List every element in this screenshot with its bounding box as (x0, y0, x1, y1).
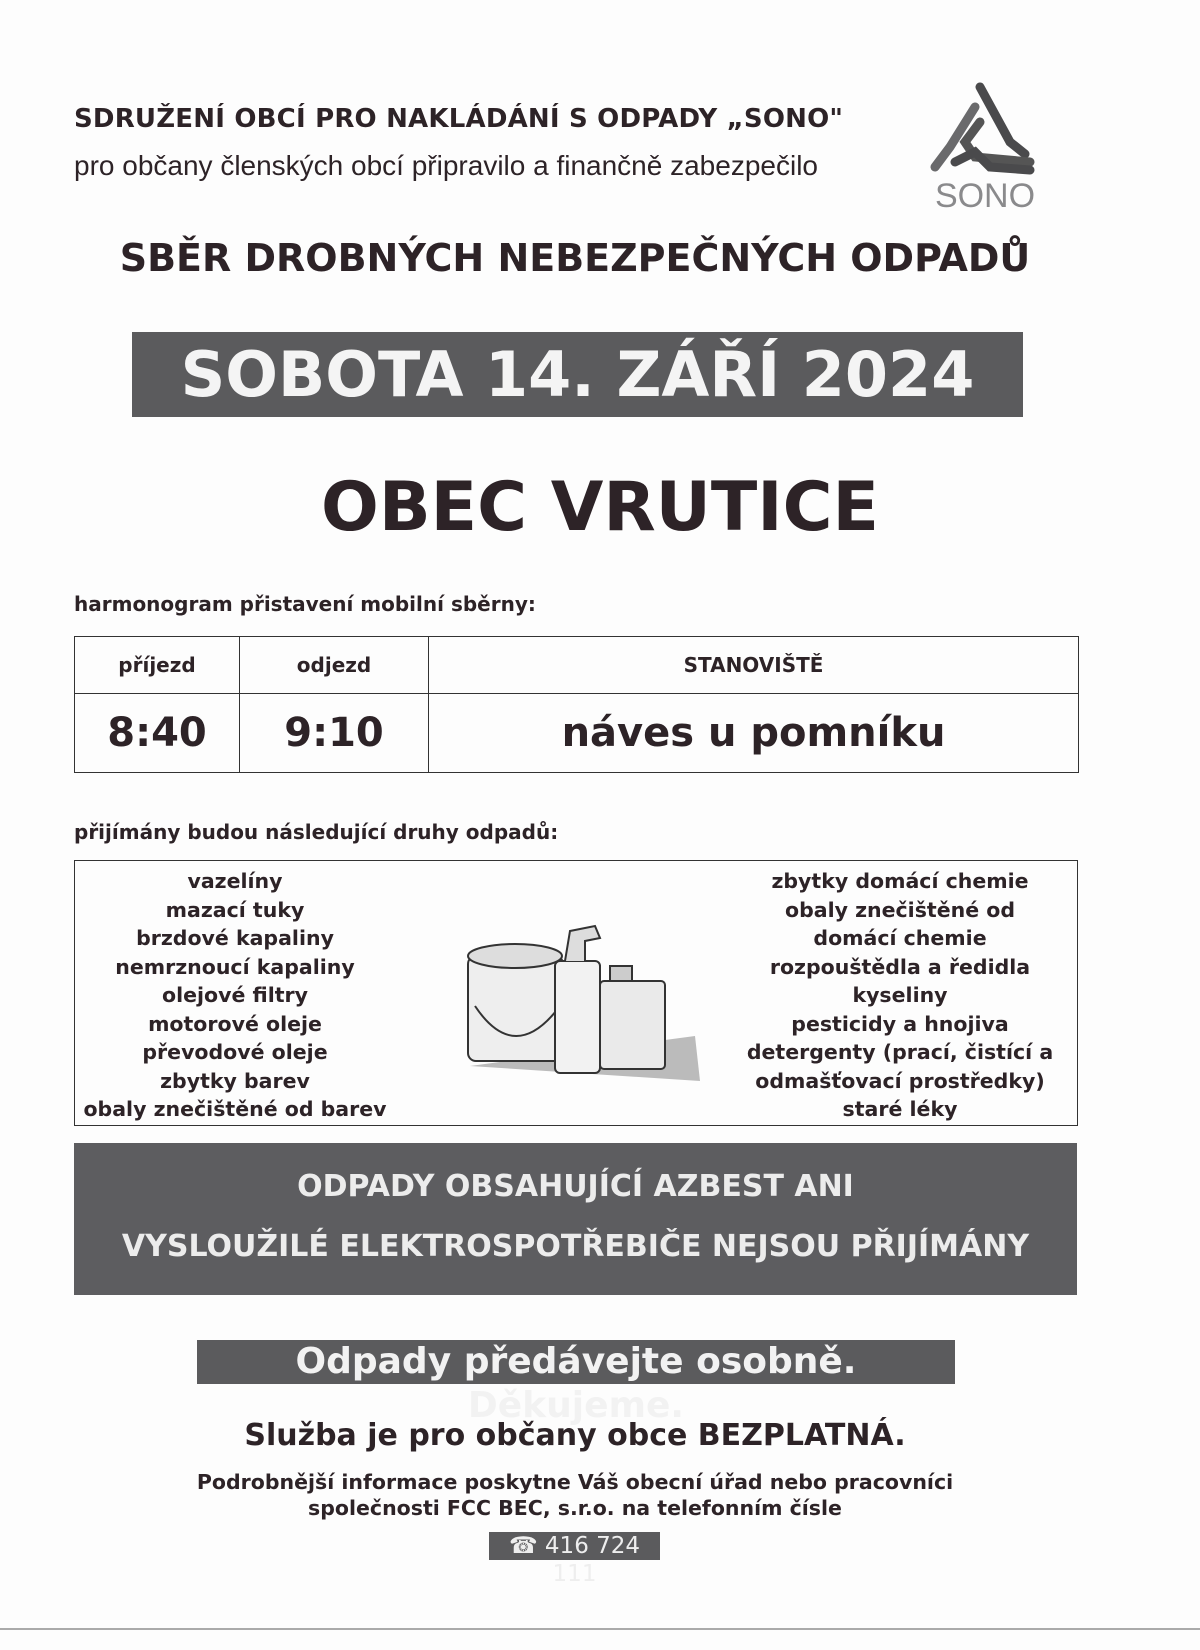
list-item: odmašťovací prostředky) (755, 1068, 1045, 1093)
schedule-table (74, 636, 1079, 773)
list-item: převodové oleje (142, 1040, 328, 1064)
phone-icon: ☎ (508, 1533, 538, 1559)
date-banner: SOBOTA 14. ZÁŘÍ 2024 (132, 332, 1023, 417)
location: náves u pomníku (429, 694, 1079, 773)
list-item: rozpouštědla a ředidla (769, 954, 1031, 979)
list-item: obaly znečištěné od barev (83, 1097, 387, 1121)
municipality-name: OBEC VRUTICE (321, 468, 879, 547)
list-item: domácí chemie (813, 926, 987, 950)
list-item: zbytky barev (160, 1068, 310, 1093)
table-row (75, 694, 1079, 773)
free-service-note: Služba je pro občany obce BEZPLATNÁ. (244, 1418, 906, 1453)
list-item: vazelíny (187, 869, 283, 893)
list-item: brzdové kapaliny (136, 926, 334, 950)
list-item: pesticidy a hnojiva (791, 1011, 1009, 1036)
info-line: Podrobnější informace poskytne Váš obecní úřad nebo pracovníci (196, 1470, 954, 1494)
header-departure: odjezd (240, 637, 429, 694)
warning-line: VYSLOUŽILÉ ELEKTROSPOTŘEBIČE NEJSOU PŘIJÍMÁNY (121, 1229, 1030, 1264)
waste-list-right (730, 867, 1070, 1124)
phone-number: 416 724 111 (544, 1533, 641, 1587)
waste-label: přijímány budou následující druhy odpadů: (74, 820, 559, 844)
sono-logo (930, 82, 1040, 212)
list-item: staré léky (842, 1097, 958, 1121)
subtitle: pro občany členských obcí připravilo a finančně zabezpečilo (74, 150, 818, 181)
svg-text:SONO: SONO (934, 177, 1036, 212)
info-line: společnosti FCC BEC, s.r.o. na telefonním čísle (308, 1496, 842, 1520)
list-item: zbytky domácí chemie (771, 869, 1029, 893)
warning-banner (74, 1143, 1077, 1295)
list-item: motorové oleje (148, 1011, 322, 1036)
list-item: obaly znečištěné od (784, 897, 1016, 922)
header-location: STANOVIŠTĚ (429, 637, 1079, 694)
schedule-label: harmonogram přistavení mobilní sběrny: (74, 592, 536, 616)
organization-name: SDRUŽENÍ OBCÍ PRO NAKLÁDÁNÍ S ODPADY „SONO" (74, 104, 844, 134)
main-title: SBĚR DROBNÝCH NEBEZPEČNÝCH ODPADŮ (119, 236, 1031, 280)
list-item: olejové filtry (161, 983, 309, 1007)
phone-number-box (489, 1532, 660, 1587)
header-arrival: příjezd (75, 637, 240, 694)
list-item: detergenty (prací, čistící a (746, 1040, 1054, 1064)
arrival-time: 8:40 (75, 694, 240, 773)
page-edge-line (0, 1628, 1200, 1630)
list-item: kyseliny (852, 983, 948, 1007)
list-item: nemrznoucí kapaliny (115, 954, 355, 979)
departure-time: 9:10 (240, 694, 429, 773)
waste-list-left (75, 867, 395, 1124)
chemical-containers-illustration (460, 916, 710, 1090)
waste-list-box (74, 860, 1078, 1126)
list-item: mazací tuky (165, 897, 305, 922)
table-header-row (75, 637, 1079, 694)
thanks-banner: Odpady předávejte osobně. Děkujeme. (197, 1340, 955, 1384)
warning-line: ODPADY OBSAHUJÍCÍ AZBEST ANI (297, 1169, 854, 1204)
